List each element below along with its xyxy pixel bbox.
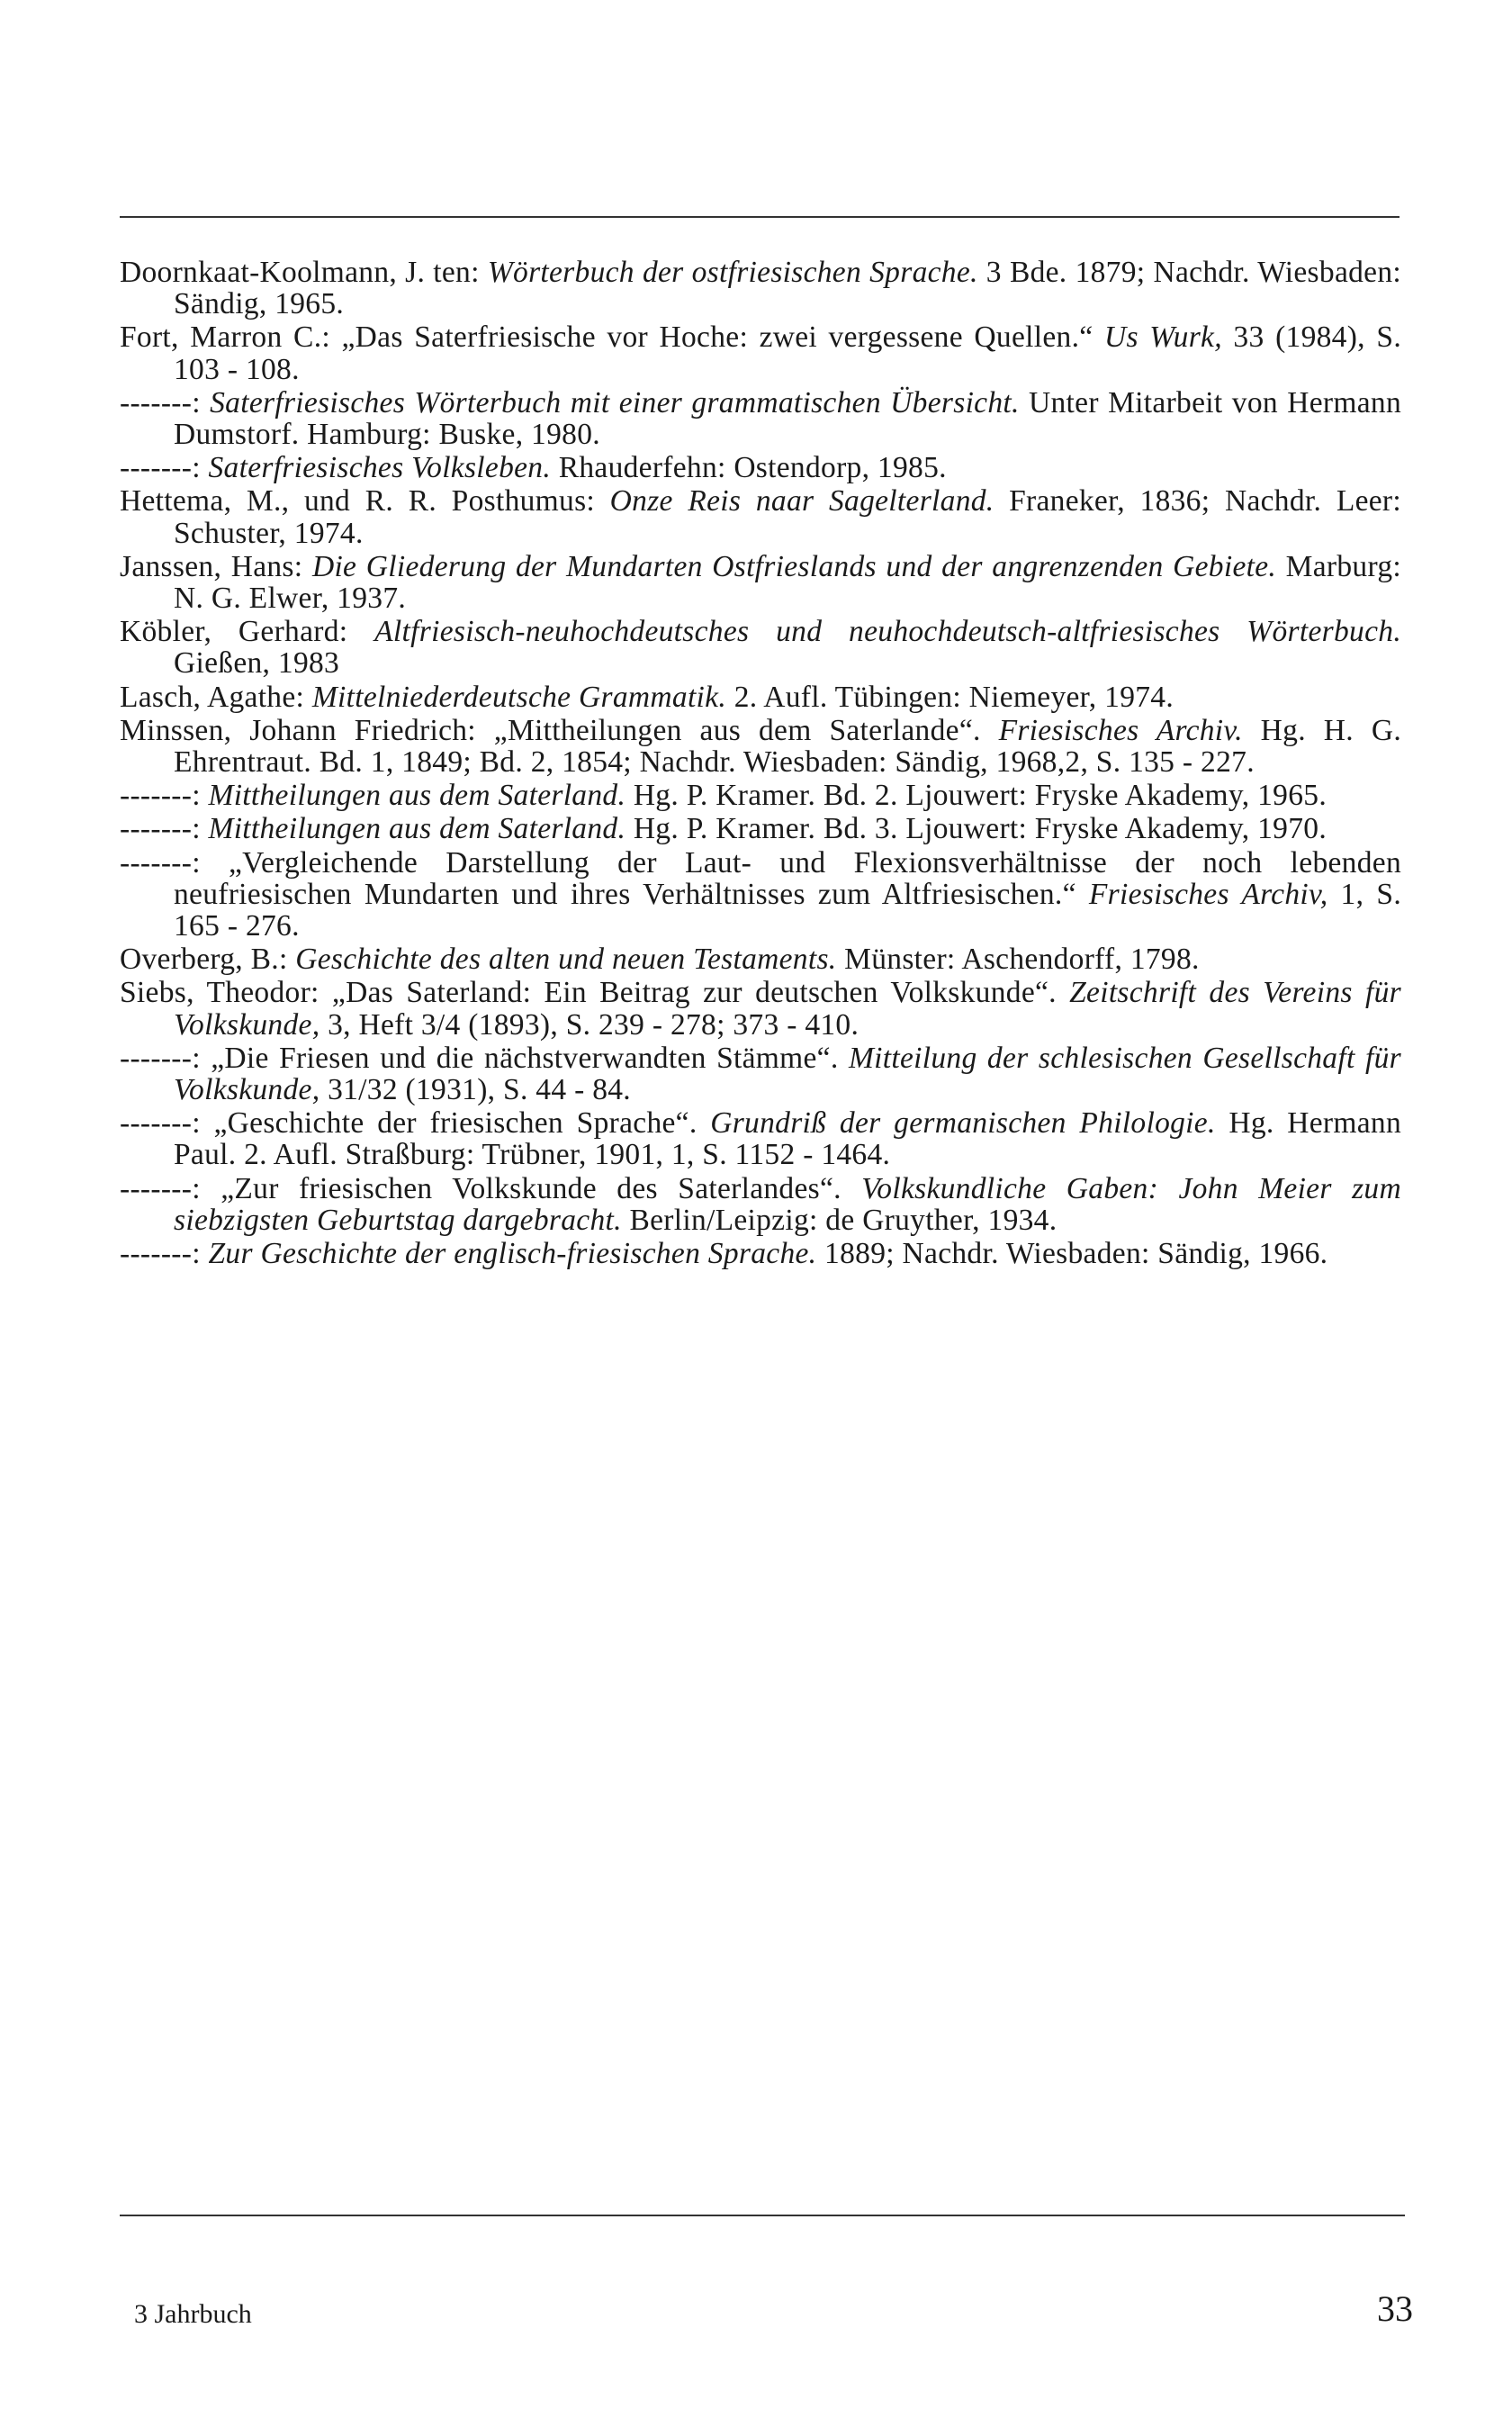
entry-work-title: Grundriß der germanischen Philologie. bbox=[710, 1106, 1216, 1141]
entry-author: Lasch, Agathe: bbox=[120, 680, 312, 714]
entry-author: Siebs, Theodor: bbox=[120, 976, 332, 1010]
entry-article-title: „Die Friesen und die nächstverwandten Stämme“. bbox=[211, 1041, 849, 1075]
entry-article-title: „Das Saterfriesische vor Hoche: zwei vergessene Quellen.“ bbox=[341, 320, 1104, 355]
bibliography-entry bbox=[120, 780, 1401, 811]
entry-author: -------: bbox=[120, 1041, 212, 1075]
entry-article-title: „Das Saterland: Ein Beitrag zur deutschen Volkskunde“. bbox=[331, 976, 1070, 1010]
entry-publication-details: Rhauderfehn: Ostendorp, 1985. bbox=[551, 451, 947, 485]
bibliography-entry bbox=[120, 616, 1401, 679]
entry-publication-details: 1889; Nachdr. Wiesbaden: Sändig, 1966. bbox=[816, 1237, 1328, 1271]
bibliography-entry bbox=[120, 977, 1401, 1040]
entry-work-title: Wörterbuch der ostfriesischen Sprache. bbox=[487, 256, 978, 289]
entry-publication-details: Gießen, 1983 bbox=[174, 646, 340, 681]
entry-author: -------: bbox=[120, 812, 209, 846]
entry-author: -------: bbox=[120, 779, 209, 813]
entry-work-title: Friesisches Archiv. bbox=[998, 713, 1243, 747]
bibliography-entry bbox=[120, 847, 1401, 943]
entry-publication-details: Berlin/Leipzig: de Gruyther, 1934. bbox=[621, 1203, 1058, 1237]
entry-publication-details: Unter Mitarbeit von Hermann Dumstorf. Hamburg: Buske, 1980. bbox=[174, 385, 1401, 452]
entry-publication-details: Münster: Aschendorff, 1798. bbox=[836, 943, 1200, 977]
entry-work-title: Mitteilung der schlesischen Gesellschaft für Volkskunde, bbox=[174, 1041, 1401, 1107]
bibliography-entry bbox=[120, 551, 1401, 614]
entry-work-title: Volkskundliche Gaben: John Meier zum siebzigsten Geburtstag dargebracht. bbox=[174, 1171, 1401, 1237]
bibliography bbox=[120, 257, 1401, 1271]
bibliography-entry bbox=[120, 681, 1401, 713]
entry-author: Janssen, Hans: bbox=[120, 549, 312, 583]
entry-work-title: Mittelniederdeutsche Grammatik. bbox=[311, 680, 727, 714]
top-rule bbox=[120, 216, 1400, 218]
entry-author: -------: bbox=[120, 845, 230, 880]
entry-work-title: Saterfriesisches Wörterbuch mit einer grammatischen Übersicht. bbox=[210, 385, 1020, 420]
bibliography-entry bbox=[120, 813, 1401, 844]
entry-article-title: „Zur friesischen Volkskunde des Saterlandes“. bbox=[220, 1171, 862, 1205]
footer-label: 3 Jahrbuch bbox=[134, 2299, 252, 2329]
entry-work-title: Die Gliederung der Mundarten Ostfrieslands und der angrenzenden Gebiete. bbox=[311, 549, 1277, 583]
entry-publication-details: Hg. P. Kramer. Bd. 2. Ljouwert: Fryske Akademy, 1965. bbox=[626, 779, 1328, 813]
entry-work-title: Friesisches Archiv, bbox=[1088, 877, 1328, 911]
entry-publication-details: Hg. H. G. Ehrentraut. Bd. 1, 1849; Bd. 2, 1854; Nachdr. Wiesbaden: Sändig, 1968,2, S. 135 - 227. bbox=[174, 713, 1401, 780]
entry-work-title: Zeitschrift des Vereins für Volkskunde, bbox=[174, 976, 1401, 1042]
entry-work-title: Zur Geschichte der englisch-friesischen Sprache. bbox=[208, 1237, 817, 1271]
bibliography-entry bbox=[120, 1173, 1401, 1236]
entry-publication-details: 33 (1984), S. 103 - 108. bbox=[174, 320, 1401, 386]
entry-publication-details: Hg. Hermann Paul. 2. Aufl. Straßburg: Trübner, 1901, 1, S. 1152 - 1464. bbox=[174, 1106, 1401, 1172]
entry-publication-details: 3, Heft 3/4 (1893), S. 239 - 278; 373 - 410. bbox=[320, 1007, 860, 1042]
entry-publication-details: Marburg: N. G. Elwer, 1937. bbox=[174, 549, 1401, 616]
entry-author: -------: bbox=[120, 385, 211, 420]
entry-work-title: Us Wurk, bbox=[1103, 320, 1222, 355]
entry-publication-details: 3 Bde. 1879; Nachdr. Wiesbaden: Sändig, 1965. bbox=[174, 256, 1401, 321]
entry-article-title: „Geschichte der friesischen Sprache“. bbox=[213, 1106, 711, 1141]
entry-article-title: „Mittheilungen aus dem Saterlande“. bbox=[493, 713, 999, 747]
entry-author: Hettema, M., und R. R. Posthumus: bbox=[120, 484, 610, 519]
bibliography-entry bbox=[120, 257, 1401, 320]
entry-work-title: Saterfriesisches Volksleben. bbox=[208, 451, 552, 485]
bibliography-entry bbox=[120, 1042, 1401, 1105]
page-number: 33 bbox=[1377, 2288, 1413, 2329]
entry-author: -------: bbox=[120, 1237, 209, 1271]
bibliography-entry bbox=[120, 485, 1401, 548]
entry-author: -------: bbox=[120, 1171, 221, 1205]
entry-work-title: Mittheilungen aus dem Saterland. bbox=[208, 812, 626, 846]
entry-work-title: Geschichte des alten und neuen Testaments. bbox=[295, 943, 837, 977]
entry-author: Doornkaat-Koolmann, J. ten: bbox=[120, 256, 488, 289]
entry-article-title: „Vergleichende Darstellung der Laut- und Flexionsverhältnisse der noch lebenden neufriesischen Mundarten und ihres Verhältnisses zum Altfriesischen.“ bbox=[174, 845, 1401, 911]
entry-author: Fort, Marron C.: bbox=[120, 320, 342, 355]
entry-publication-details: Franeker, 1836; Nachdr. Leer: Schuster, 1974. bbox=[174, 484, 1401, 550]
bibliography-entry bbox=[120, 387, 1401, 450]
entry-author: -------: bbox=[120, 451, 209, 485]
bottom-rule bbox=[120, 2215, 1405, 2216]
entry-author: Minssen, Johann Friedrich: bbox=[120, 713, 494, 747]
bibliography-entry bbox=[120, 1238, 1401, 1269]
entry-work-title: Onze Reis naar Sagelterland. bbox=[609, 484, 994, 519]
entry-publication-details: 1, S. 165 - 276. bbox=[174, 877, 1401, 943]
entry-author: -------: bbox=[120, 1106, 214, 1141]
bibliography-entry bbox=[120, 452, 1401, 483]
entry-author: Köbler, Gerhard: bbox=[120, 615, 375, 649]
entry-author: Overberg, B.: bbox=[120, 943, 296, 977]
bibliography-entry bbox=[120, 943, 1401, 975]
entry-publication-details: Hg. P. Kramer. Bd. 3. Ljouwert: Fryske Akademy, 1970. bbox=[626, 812, 1328, 846]
entry-publication-details: 2. Aufl. Tübingen: Niemeyer, 1974. bbox=[726, 680, 1174, 714]
entry-work-title: Mittheilungen aus dem Saterland. bbox=[208, 779, 626, 813]
bibliography-entry bbox=[120, 715, 1401, 778]
entry-work-title: Altfriesisch-neuhochdeutsches und neuhochdeutsch-altfriesisches Wörterbuch. bbox=[374, 615, 1401, 649]
bibliography-entry bbox=[120, 321, 1401, 384]
bibliography-entry bbox=[120, 1107, 1401, 1170]
entry-publication-details: 31/32 (1931), S. 44 - 84. bbox=[320, 1073, 631, 1107]
